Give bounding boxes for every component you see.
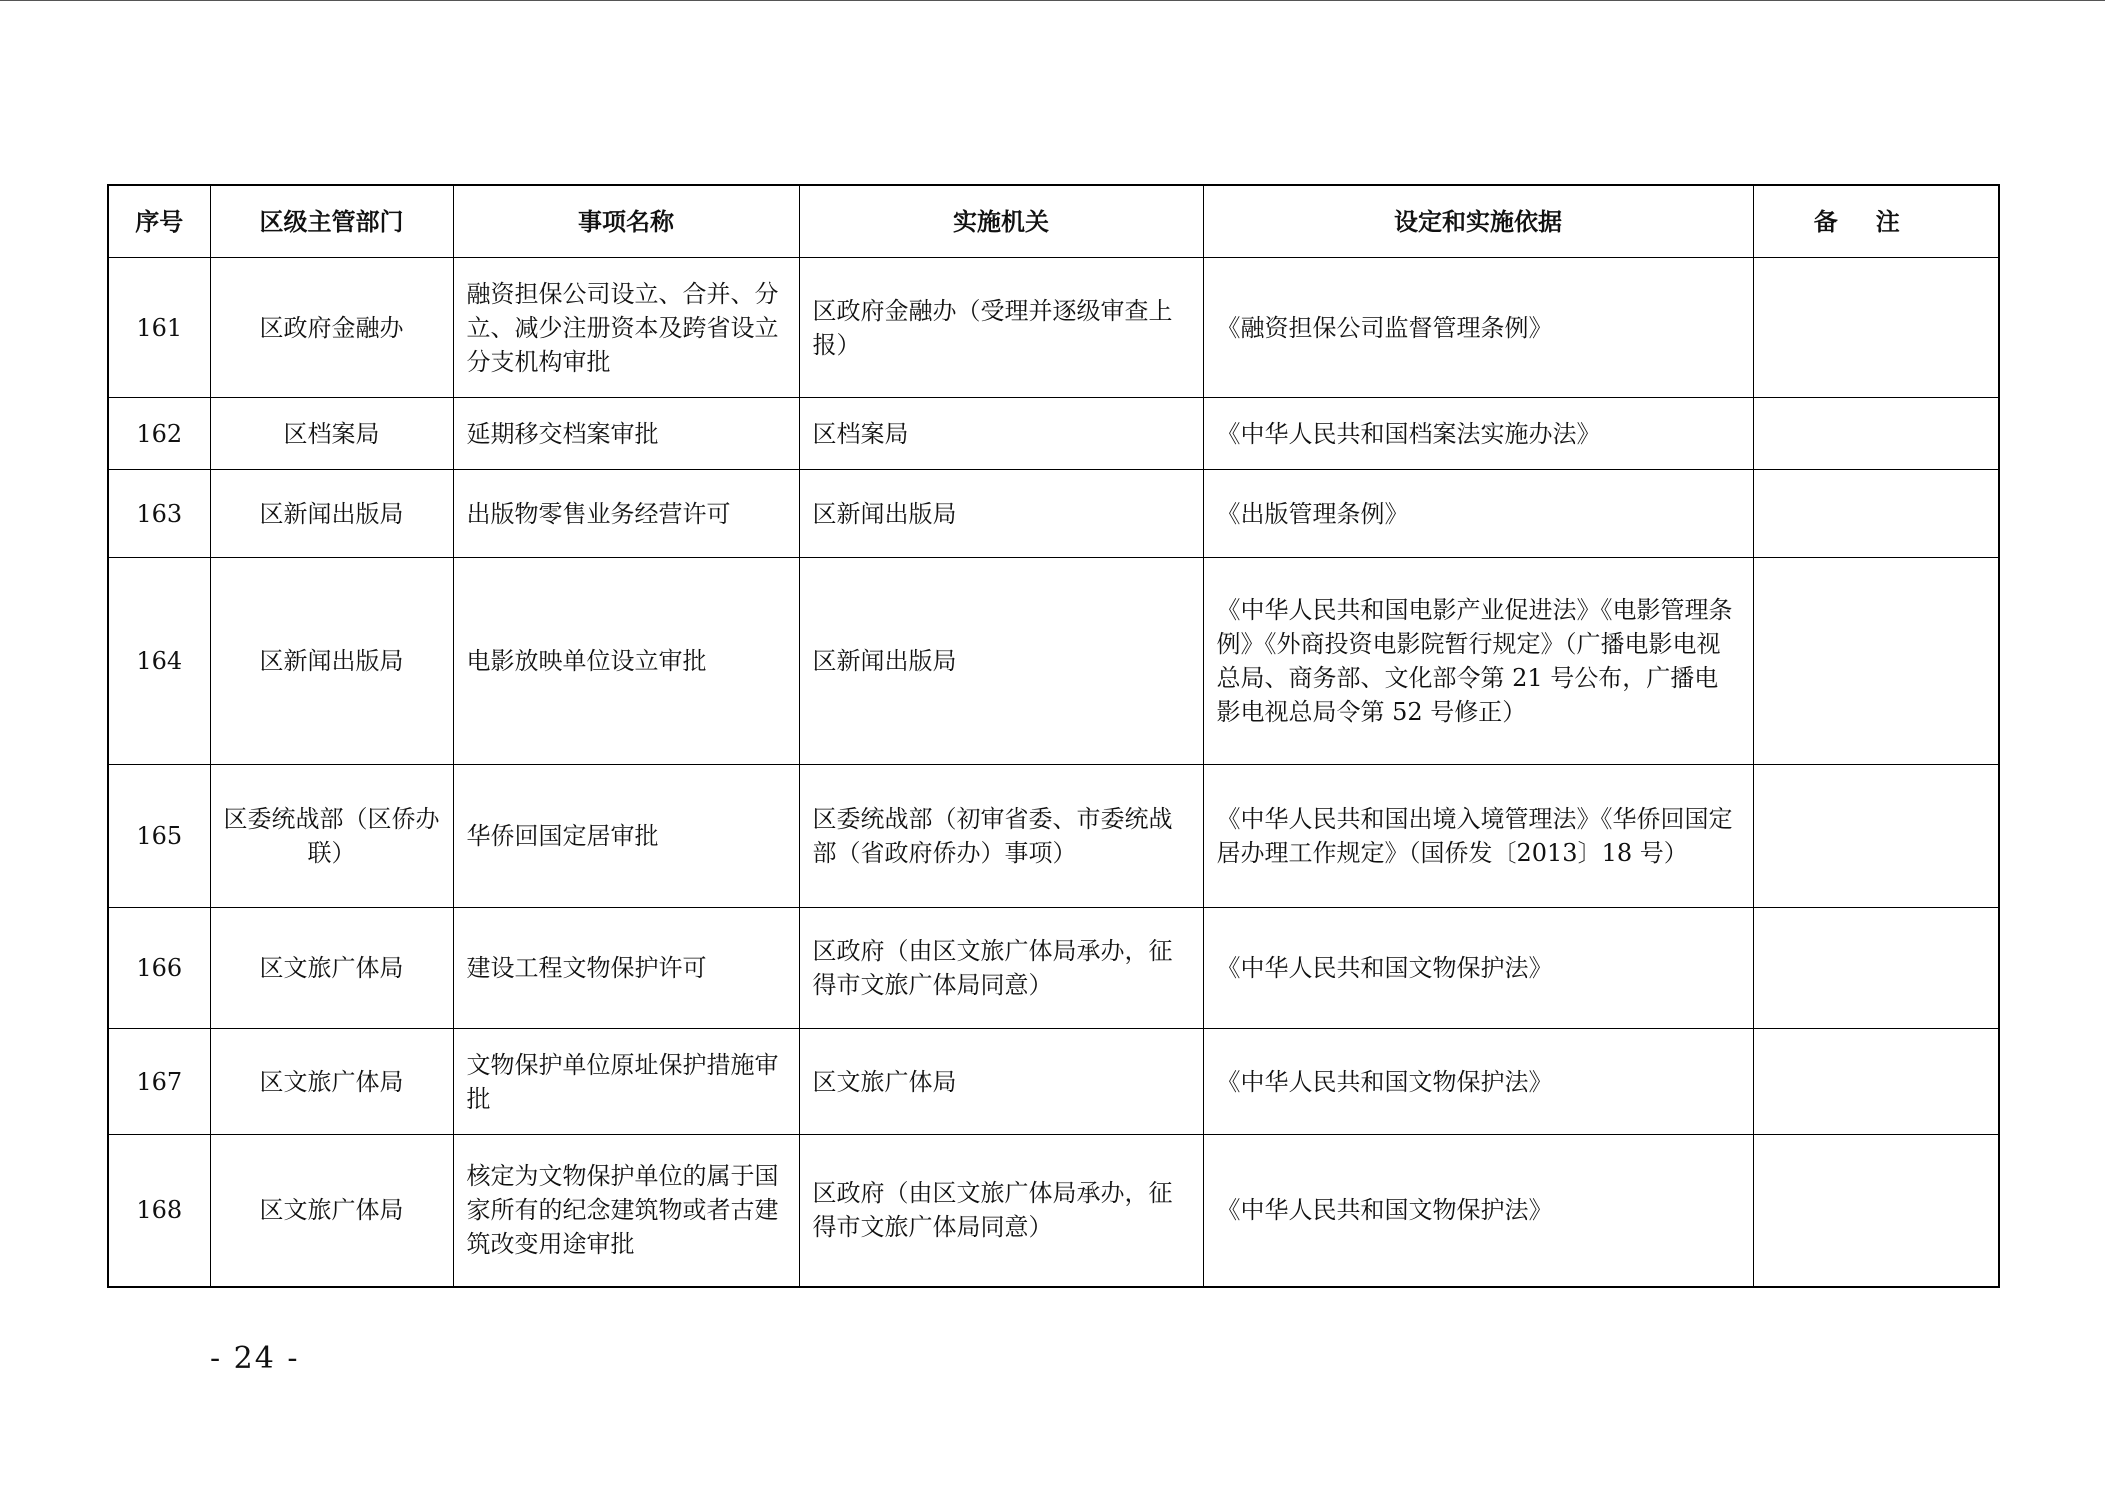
cell-remark [1753, 558, 1999, 765]
header-basis: 设定和实施依据 [1203, 185, 1753, 258]
cell-no: 161 [108, 258, 210, 398]
cell-dept: 区新闻出版局 [210, 470, 453, 558]
cell-remark [1753, 398, 1999, 470]
cell-basis: 《中华人民共和国出境入境管理法》《华侨回国定居办理工作规定》（国侨发〔2013〕18 号） [1203, 765, 1753, 908]
cell-agency: 区新闻出版局 [799, 558, 1203, 765]
cell-item: 电影放映单位设立审批 [453, 558, 799, 765]
cell-agency: 区文旅广体局 [799, 1029, 1203, 1135]
cell-dept: 区文旅广体局 [210, 1029, 453, 1135]
cell-no: 162 [108, 398, 210, 470]
approval-items-table [107, 184, 2000, 1288]
cell-no: 163 [108, 470, 210, 558]
cell-no: 164 [108, 558, 210, 765]
table-row [108, 558, 1999, 765]
header-remark: 备注 [1753, 185, 1999, 258]
cell-basis: 《中华人民共和国电影产业促进法》《电影管理条例》《外商投资电影院暂行规定》（广播电影电视总局、商务部、文化部令第 21 号公布，广播电影电视总局令第 52 号修正） [1203, 558, 1753, 765]
cell-remark [1753, 470, 1999, 558]
cell-item: 出版物零售业务经营许可 [453, 470, 799, 558]
header-dept: 区级主管部门 [210, 185, 453, 258]
cell-agency: 区档案局 [799, 398, 1203, 470]
cell-basis: 《中华人民共和国文物保护法》 [1203, 908, 1753, 1029]
cell-basis: 《出版管理条例》 [1203, 470, 1753, 558]
cell-agency: 区政府（由区文旅广体局承办，征得市文旅广体局同意） [799, 1135, 1203, 1287]
cell-dept: 区文旅广体局 [210, 1135, 453, 1287]
table-row [108, 765, 1999, 908]
cell-basis: 《中华人民共和国文物保护法》 [1203, 1135, 1753, 1287]
table-header-row [108, 185, 1999, 258]
cell-dept: 区政府金融办 [210, 258, 453, 398]
header-item: 事项名称 [453, 185, 799, 258]
top-rule [0, 0, 2105, 1]
cell-item: 华侨回国定居审批 [453, 765, 799, 908]
cell-agency: 区委统战部（初审省委、市委统战部（省政府侨办）事项） [799, 765, 1203, 908]
cell-remark [1753, 1135, 1999, 1287]
cell-basis: 《中华人民共和国文物保护法》 [1203, 1029, 1753, 1135]
header-agency: 实施机关 [799, 185, 1203, 258]
table-row [108, 1135, 1999, 1287]
cell-dept: 区档案局 [210, 398, 453, 470]
cell-remark [1753, 908, 1999, 1029]
cell-no: 167 [108, 1029, 210, 1135]
cell-item: 延期移交档案审批 [453, 398, 799, 470]
cell-item: 文物保护单位原址保护措施审批 [453, 1029, 799, 1135]
cell-remark [1753, 765, 1999, 908]
page-number: - 24 - [210, 1341, 300, 1376]
cell-dept: 区委统战部（区侨办联） [210, 765, 453, 908]
table-row [108, 908, 1999, 1029]
cell-dept: 区文旅广体局 [210, 908, 453, 1029]
cell-item: 核定为文物保护单位的属于国家所有的纪念建筑物或者古建筑改变用途审批 [453, 1135, 799, 1287]
cell-agency: 区政府（由区文旅广体局承办，征得市文旅广体局同意） [799, 908, 1203, 1029]
table-row [108, 398, 1999, 470]
cell-item: 融资担保公司设立、合并、分立、减少注册资本及跨省设立分支机构审批 [453, 258, 799, 398]
cell-remark [1753, 1029, 1999, 1135]
cell-remark [1753, 258, 1999, 398]
cell-basis: 《融资担保公司监督管理条例》 [1203, 258, 1753, 398]
table-row [108, 1029, 1999, 1135]
table-row [108, 470, 1999, 558]
cell-item: 建设工程文物保护许可 [453, 908, 799, 1029]
header-no: 序号 [108, 185, 210, 258]
cell-dept: 区新闻出版局 [210, 558, 453, 765]
cell-no: 165 [108, 765, 210, 908]
cell-no: 166 [108, 908, 210, 1029]
cell-basis: 《中华人民共和国档案法实施办法》 [1203, 398, 1753, 470]
cell-agency: 区新闻出版局 [799, 470, 1203, 558]
cell-agency: 区政府金融办（受理并逐级审查上报） [799, 258, 1203, 398]
table-row [108, 258, 1999, 398]
cell-no: 168 [108, 1135, 210, 1287]
